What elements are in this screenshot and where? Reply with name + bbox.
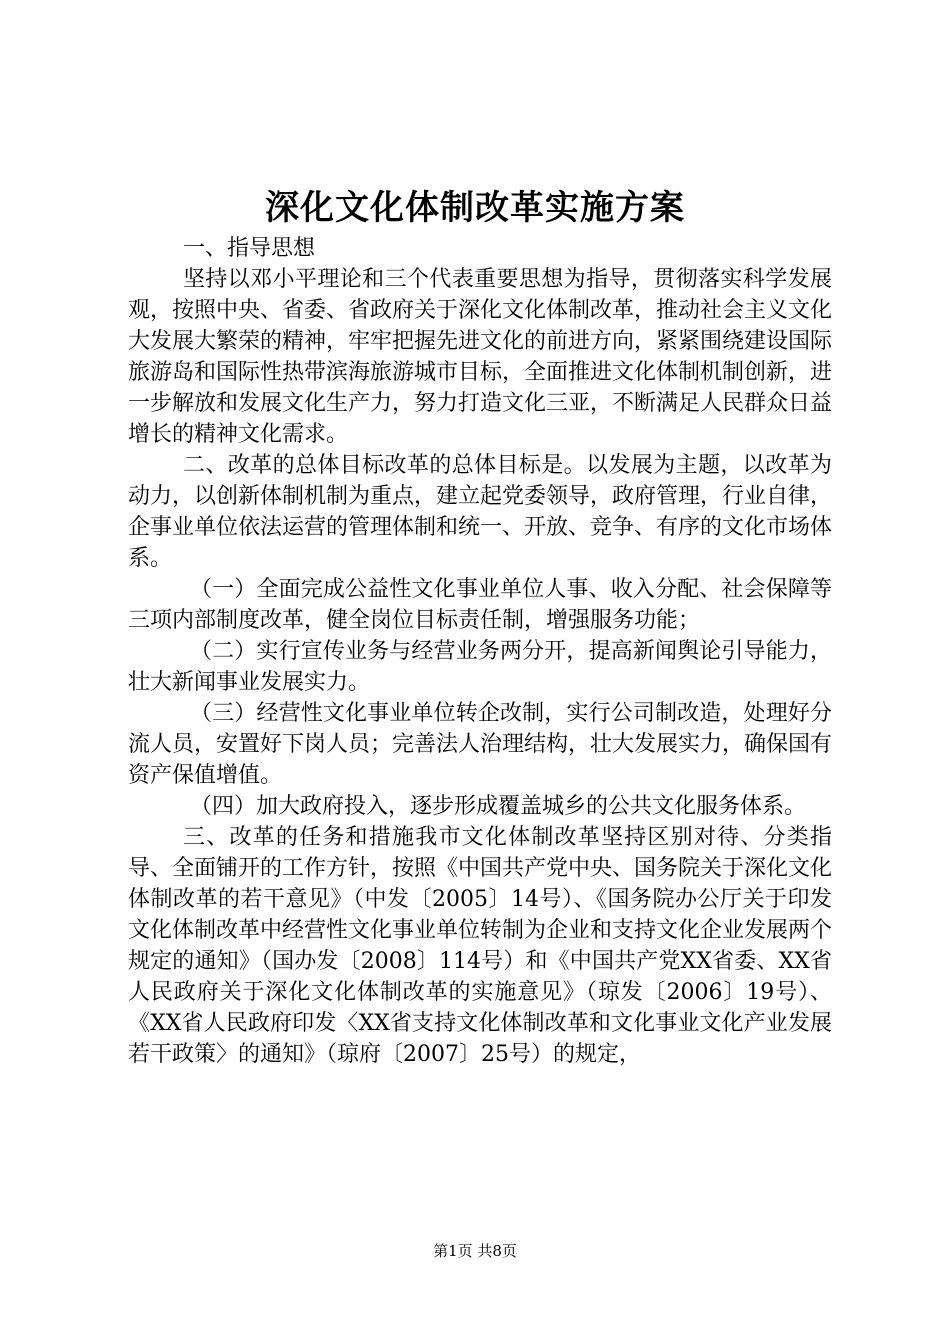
page-number-footer: 第1页 共8页: [433, 1242, 517, 1260]
section-heading-guiding-thought: 一、指导思想: [183, 236, 316, 261]
document-title: 深化文化体制改革实施方案: [265, 188, 685, 228]
list-item-goal-1: （一）全面完成公益性文化事业单位人事、收入分配、社会保障等三项内部制度改革，健全岗位目标责任制，增强服务功能；: [128, 577, 832, 633]
document-body: [128, 233, 832, 1070]
list-item-goal-3: （三）经营性文化事业单位转企改制，实行公司制改造，处理好分流人员，安置好下岗人员；完善法人治理结构，壮大发展实力，确保国有资产保值增值。: [128, 701, 833, 788]
list-item-goal-4: （四）加大政府投入，逐步形成覆盖城乡的公共文化服务体系。: [190, 794, 807, 819]
paragraph-guiding-thought: 坚持以邓小平理论和三个代表重要思想为指导，贯彻落实科学发展观，按照中央、省委、省政府关于深化文化体制改革，推动社会主义文化大发展大繁荣的精神，牢牢把握先进文化的前进方向，紧紧围绕建设国际旅游岛和国际性热带滨海旅游城市目标，全面推进文化体制机制创新，进一步解放和发展文化生产力，努力打造文化三亚，不断满足人民群众日益增长的精神文化需求。: [128, 267, 833, 447]
list-item-goal-2: （二）实行宣传业务与经营业务两分开，提高新闻舆论引导能力，壮大新闻事业发展实力。: [128, 639, 832, 695]
paragraph-tasks-measures: 三、改革的任务和措施我市文化体制改革坚持区别对待、分类指导、全面铺开的工作方针，按照《中国共产党中央、国务院关于深化文化体制改革的若干意见》（中发〔2005〕14号）、《国务院办公厅关于印发文化体制改革中经营性文化事业单位转制为企业和支持文化企业发展两个规定的通知》（国办发〔2008〕114号）和《中国共产党XX省委、XX省人民政府关于深化文化体制改革的实施意见》（琼发〔2006〕19号）、《XX省人民政府印发〈XX省支持文化体制改革和文化事业文化产业发展若干政策〉的通知》（琼府〔2007〕25号）的规定，: [128, 825, 833, 1067]
paragraph-overall-goal: 二、改革的总体目标改革的总体目标是。以发展为主题，以改革为动力，以创新体制机制为重点，建立起党委领导，政府管理，行业自律，企事业单位依法运营的管理体制和统一、开放、竞争、有序的文化市场体系。: [128, 453, 833, 571]
